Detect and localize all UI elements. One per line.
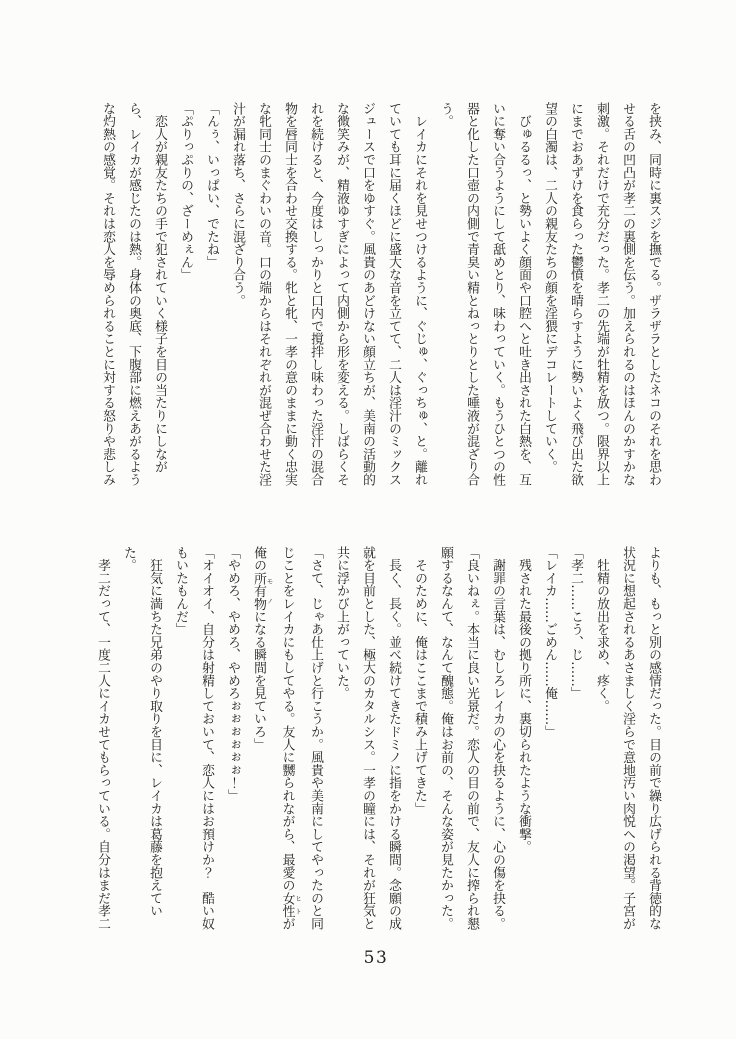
text-column: た。 [121,546,136,572]
text-column: ジュースで口をゆすぐ。風貴のあどけない顔立ちが、美南の活動的 [360,102,375,486]
text-column: 狂気に満ちた兄弟のやり取りを目に、レイカは葛藤を抱えてい [147,546,162,918]
text-column: 孝二だって、一度二人にイカせてもらっている。自分はまだ孝二 [95,546,110,930]
text-column: な牝同士のまぐわいの音。口の端からはそれぞれが混ぜ合わせた淫 [256,102,271,486]
text-column: 長く、長く。並べ続けてきたドミノに指をかける瞬間。念願の成 [386,546,401,930]
text-block-bottom [92,546,666,934]
text-column: にまでおあずけを食らった鬱憤を晴らすように勢いよく飛び出た欲 [568,102,583,486]
text-column: 「ぷりっぷりの、ざーめぇん」 [178,102,193,282]
text-column: 「良いねぇ。本当に良い光景だ。恋人の目の前で、友人に搾られ懇 [464,546,479,930]
text-column: 残された最後の拠り所に、裏切られたような衝撃。 [516,546,531,854]
text-block-top [92,102,666,490]
text-column: 望の白濁は、二人の親友たちの顔を淫猥にデコレートしていく。 [542,102,557,474]
text-column: 「孝二……こう、じ……」 [568,546,583,700]
text-column: 「さて、じゃあ仕上げと行こうか。風貴や美南にしてやったのと同 [308,546,323,930]
text-column: せる舌の凹凸が孝二の裏側を伝う。加えられるのはほんのかすかな [620,102,635,486]
ruby-annotated-word: 所有物 モノ [251,571,274,611]
text-column: じことをレイカにもしてやる。友人に嬲られながら、最愛の女性 ヒトが [279,546,302,931]
text-column: 願するなんて、なんて醜態。俺はお前の、そんな姿が見たかった。 [438,546,453,930]
text-column: 恋人が親友たちの手で犯されていく様子を目の当たりにしなが [152,102,167,474]
text-column: 「やめろ、やめろ、やめろぉぉぉぉぉぉ！」 [225,546,240,802]
text-column: 「オイオイ、自分は射精しておいて、恋人にはお預けか？ 酷い奴 [199,546,214,930]
text-column: 俺の所有物 モノになる瞬間を見ていろ」 [251,546,274,751]
text-column: 状況に想起されるあさましく淫らで意地汚い肉悦への渇望。子宮が [620,546,635,930]
text-column: もいたもんだ」 [173,546,188,636]
text-column: 共に浮かび上がっていた。 [334,546,349,700]
text-column: 「んぅ、いっぱい、でたね」 [204,102,219,269]
page-number: 53 [363,948,389,968]
text-column: う。 [438,102,453,128]
text-column: ていても耳に届くほどに盛大な音を立てて、二人は淫汁のミックス [386,102,401,486]
text-column: いに奪い合うようにして舐めとり、味わっていく。もうひとつの性 [490,102,505,486]
text-column: そのために、俺はここまで積み上げてきた」 [412,546,427,815]
text-column: 器と化した口壺の内側で青臭い精とねっとりとした唾液が混ざり合 [464,102,479,486]
text-column: な灼熱の感覚。それは恋人を辱められることに対する怒りや悲しみ [100,102,115,486]
text-column: 牡精の放出を求め、疼く。 [594,546,609,713]
text-column: びゅるるっ、と勢いよく顔面や口腔へと吐き出された白熱を、互 [516,102,531,486]
text-column: 就を目前とした、極大のカタルシス。一孝の瞳には、それが狂気と [360,546,375,930]
text-column: 謝罪の言葉は、むしろレイカの心を抉るように、心の傷を抉る。 [490,546,505,930]
text-column: ら、レイカが感じたのは熱。身体の奥底、下腹部に燃えあがるよう [126,102,141,486]
text-column: レイカにそれを見せつけるように、ぐじゅ、ぐっちゅ、と。離れ [412,102,427,486]
text-column: 汁が漏れ落ち、さらに混ざり合う。 [230,102,245,307]
text-column: れを続けると、今度はしっかりと口内で撹拌し味わった淫汁の混合 [308,102,323,486]
text-column: 物を唇同士を合わせ交換する。牝と牝、一孝の意のままに動く忠実 [282,102,297,486]
ruby-annotated-word: 女性 ヒト [279,891,302,918]
text-column: 刺激。それだけで充分だった。孝二の先端が牡精を放つ。限界以上 [594,102,609,486]
text-column: を挟み、同時に裏スジを撫でる。ザラザラとしたネコのそれを思わ [646,102,661,486]
text-column: よりも、もっと別の感情だった。目の前で繰り広げられる背徳的な [646,546,661,930]
text-column: な微笑みが、精液ゆすぎによって内側から形を変える。しばらくそ [334,102,349,486]
text-column: 「レイカ……ごめん……俺……」 [542,546,557,738]
